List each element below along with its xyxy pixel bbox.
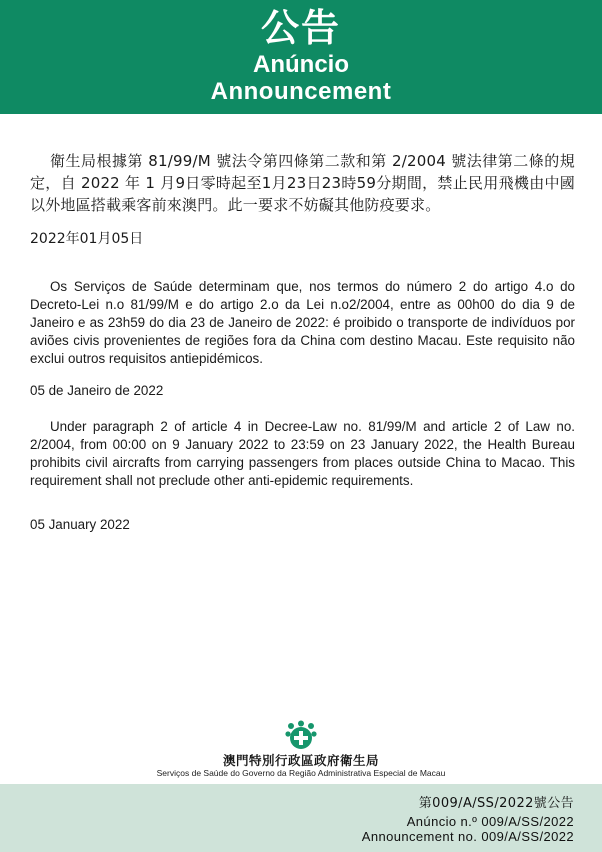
paragraph-zh: 衛生局根據第 81/99/M 號法令第四條第二款和第 2/2004 號法律第二條的規定，自 2022 年 1 月9日零時起至1月23日23時59分期間，禁止民用飛機由中國以外地區搭載乘客前來澳門。此一要求不妨礙其他防疫要求。 [30,152,575,214]
reference-pt: Anúncio n.º 009/A/SS/2022 [406,814,574,829]
date-zh: 2022年01月05日 [30,231,144,247]
announcement-header [0,0,602,114]
paragraph-en: Under paragraph 2 of article 4 in Decree-Law no. 81/99/M and article 2 of Law no. 2/2004, from 00:00 on 9 January 2022 to 23:59 on 23 January 2022, the Health Bureau prohibits civil aircrafts from carrying passengers from places outside China to Macao. This requirement shall not preclude other anti-epidemic requirements. [30,419,575,488]
footer-band [0,784,602,852]
title-en: Announcement [210,78,392,105]
paragraph-pt: Os Serviços de Saúde determinam que, nos termos do número 2 do artigo 4.o do Decreto-Lei n.o 81/99/M e do artigo 2.o da Lei n.o2/2004, entre as 00h00 do dia 9 de Janeiro e as 23h59 do dia 23 de Janeiro de 2022: é proibido o transporte de indivíduos por aviões civis provenientes de regiões fora da China com destino Macau. Este requisito não exclui outros requisitos antiepidémicos. [30,279,575,366]
date-pt: 05 de Janeiro de 2022 [30,383,164,398]
title-pt: Anúncio [253,51,349,78]
title-zh: 公告 [260,6,341,50]
org-name-pt: Serviços de Saúde do Governo da Região Administrativa Especial de Macau [156,768,446,778]
reference-zh: 第009/A/SS/2022號公告 [418,796,574,811]
date-en: 05 January 2022 [30,517,130,532]
reference-en: Announcement no. 009/A/SS/2022 [361,829,574,844]
health-bureau-logo-icon [284,720,318,752]
announcement-body [30,150,575,534]
org-name-zh: 澳門特別行政區政府衛生局 [222,753,379,768]
logo-area [0,720,602,757]
